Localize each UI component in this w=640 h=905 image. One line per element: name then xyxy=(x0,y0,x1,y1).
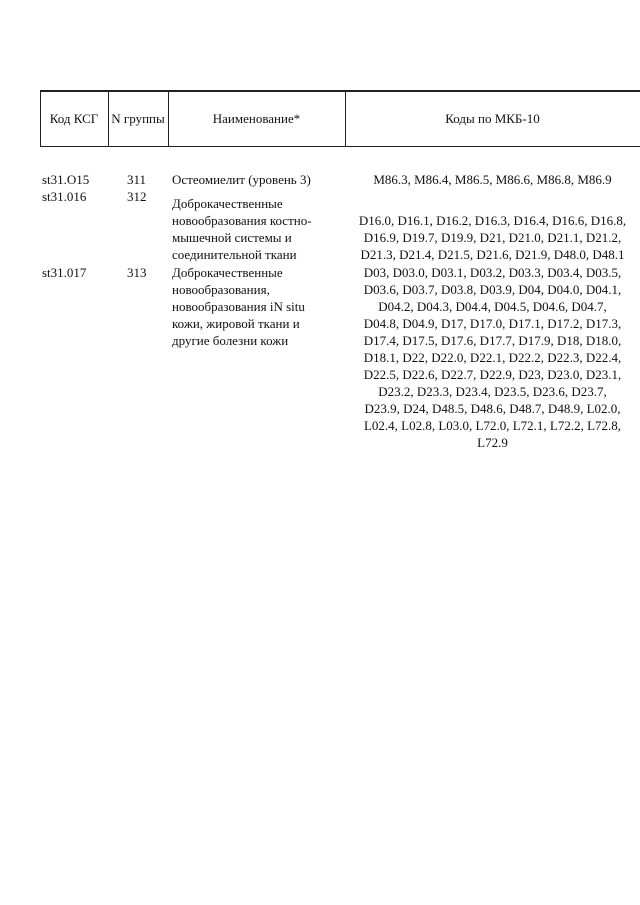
row-ksg-code: st31.016 xyxy=(42,189,87,204)
header-icd10-codes: Коды по МКБ-10 xyxy=(445,110,540,126)
row-name-line: мышечной системы и xyxy=(172,230,292,245)
row-name xyxy=(172,264,305,349)
row-icd10-codes xyxy=(345,212,640,263)
row-name-line: Доброкачественные xyxy=(172,265,283,280)
icd10-code-line: D23.2, D23.3, D23.4, D23.5, D23.6, D23.7, xyxy=(378,384,607,399)
icd10-code-line: L02.4, L02.8, L03.0, L72.0, L72.1, L72.2, L72.8, xyxy=(363,418,622,433)
row-name-line: кожи, жировой ткани и xyxy=(172,316,300,331)
row-name-line: другие болезни кожи xyxy=(172,333,289,348)
row-name-line: новообразования костно- xyxy=(172,213,312,228)
row-ksg-code: st31.017 xyxy=(42,265,87,280)
icd10-code-line: M86.3, M86.4, M86.5, M86.6, M86.8, M86.9 xyxy=(373,172,612,187)
row-name-line: новообразования iN situ xyxy=(172,299,305,314)
icd10-code-line: D17.4, D17.5, D17.6, D17.7, D17.9, D18, D18.0, xyxy=(363,333,622,348)
icd10-code-line: D04.2, D04.3, D04.4, D04.5, D04.6, D04.7, xyxy=(378,299,607,314)
icd10-code-line: D22.5, D22.6, D22.7, D22.9, D23, D23.0, D23.1, xyxy=(363,367,622,382)
row-ksg-code: st31.O15 xyxy=(42,172,90,187)
header-ksg-code: Код КСГ xyxy=(49,110,99,126)
row-group-number: 312 xyxy=(127,189,147,204)
icd10-code-line: L72.9 xyxy=(477,435,508,450)
row-name-line: новообразования, xyxy=(172,282,270,297)
icd10-code-line: D03, D03.0, D03.1, D03.2, D03.3, D03.4, D03.5, xyxy=(363,265,622,280)
icd10-code-line: D16.0, D16.1, D16.2, D16.3, D16.4, D16.6, D16.8, xyxy=(358,213,627,228)
row-name-line: соединительной ткани xyxy=(172,247,297,262)
row-name-line: Остеомиелит (уровень 3) xyxy=(172,172,311,187)
row-name xyxy=(172,195,312,263)
icd10-code-line: D21.3, D21.4, D21.5, D21.6, D21.9, D48.0, D48.1 xyxy=(360,247,625,262)
header-group-number: N группы xyxy=(111,110,165,126)
icd10-code-line: D04.8, D04.9, D17, D17.0, D17.1, D17.2, D17.3, xyxy=(363,316,622,331)
row-icd10-codes xyxy=(345,264,640,451)
table-header-bottom-rule xyxy=(40,146,640,147)
icd10-code-line: D18.1, D22, D22.0, D22.1, D22.2, D22.3, D22.4, xyxy=(363,350,622,365)
row-icd10-codes xyxy=(345,171,640,188)
icd10-code-line: D16.9, D19.7, D19.9, D21, D21.0, D21.1, D21.2, xyxy=(363,230,622,245)
row-name-line: Доброкачественные xyxy=(172,196,283,211)
row-group-number: 311 xyxy=(127,172,147,187)
row-group-number: 313 xyxy=(127,265,147,280)
row-name xyxy=(172,171,311,188)
icd10-code-line: D23.9, D24, D48.5, D48.6, D48.7, D48.9, L02.0, xyxy=(364,401,621,416)
header-name: Наименование* xyxy=(212,110,301,126)
icd10-code-line: D03.6, D03.7, D03.8, D03.9, D04, D04.0, D04.1, xyxy=(363,282,622,297)
